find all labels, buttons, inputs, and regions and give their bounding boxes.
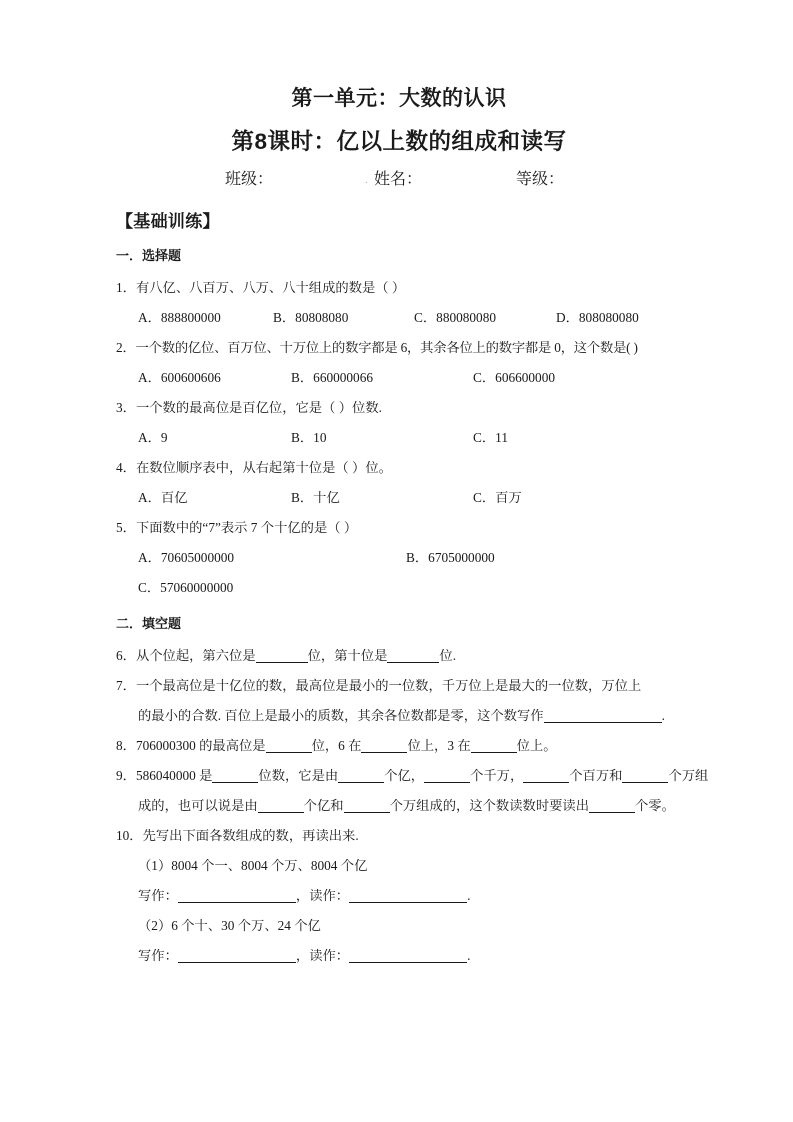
q10-comma-1: ， xyxy=(295,888,310,903)
question-options-2 xyxy=(116,363,682,393)
question-stem-5: 5．下面数中的“7”表示 7 个十亿的是（ ） xyxy=(116,520,358,535)
option-1-c[interactable]: C．880080080 xyxy=(414,310,497,325)
q9-text-9: 个万组成的，这个数读数时要读出 xyxy=(389,798,590,813)
question-options-5-row1 xyxy=(116,543,682,573)
question-options-1 xyxy=(116,303,682,333)
q6-text-1: 6．从个位起，第六位是 xyxy=(116,648,256,663)
q8-text-3: 位上，3 在 xyxy=(407,738,471,753)
option-3-b[interactable]: B．10 xyxy=(291,430,327,445)
option-1-b[interactable]: B．80808080 xyxy=(273,310,349,325)
question-options-5-row2 xyxy=(116,573,682,603)
option-1-a[interactable]: A．888800000 xyxy=(138,310,221,325)
q9-text-8: 个亿和 xyxy=(303,798,344,813)
q8-blank-2[interactable] xyxy=(361,739,407,753)
q10-read-blank-2[interactable] xyxy=(349,949,467,963)
option-5-c[interactable]: C．57060000000 xyxy=(138,580,234,595)
q10-write-blank-1[interactable] xyxy=(178,889,296,903)
q10-read-label-1: 读作： xyxy=(309,888,350,903)
q10-period-1: . xyxy=(467,888,471,903)
option-5-a[interactable]: A．70605000000 xyxy=(138,550,235,565)
student-info-line xyxy=(116,165,682,195)
option-2-a[interactable]: A．600600606 xyxy=(138,370,221,385)
q9-blank-1[interactable] xyxy=(212,769,258,783)
question-stem-4: 4．在数位顺序表中，从右起第十位是（ ）位。 xyxy=(116,460,392,475)
page-title-lesson: 第8课时：亿以上数的组成和读写 xyxy=(231,129,567,154)
question-stem-1: 1．有八亿、八百万、八万、八十组成的数是（ ） xyxy=(116,280,406,295)
question-stem-9-line1 xyxy=(116,761,709,791)
q10-read-blank-1[interactable] xyxy=(349,889,467,903)
q10-read-label-2: 读作： xyxy=(309,948,350,963)
stray-dot-mark: . xyxy=(365,174,368,186)
q10-period-2: . xyxy=(467,948,471,963)
q9-blank-3[interactable] xyxy=(424,769,470,783)
option-1-d[interactable]: D．808080080 xyxy=(556,310,639,325)
q10-comma-2: ， xyxy=(295,948,310,963)
question-10-answer-row-1 xyxy=(116,881,682,911)
q6-blank-1[interactable] xyxy=(256,649,308,663)
question-stem-9-line2 xyxy=(116,791,682,821)
q10-write-label-1: 写作： xyxy=(138,888,178,903)
q9-text-1: 9．586040000 是 xyxy=(116,768,213,783)
q9-blank-6[interactable] xyxy=(258,799,304,813)
q9-text-5: 个百万和 xyxy=(569,768,623,783)
name-field-label: 姓名： xyxy=(374,171,423,188)
q9-blank-7[interactable] xyxy=(344,799,390,813)
option-5-b[interactable]: B．6705000000 xyxy=(406,550,495,565)
question-stem-10: 10．先写出下面各数组成的数，再读出来. xyxy=(116,828,359,843)
page-content xyxy=(116,84,709,971)
q8-text-2: 位，6 在 xyxy=(311,738,362,753)
question-options-4 xyxy=(116,483,682,513)
section-heading-basic-training: 【基础训练】 xyxy=(116,212,220,231)
q6-text-3: 位. xyxy=(439,648,457,663)
question-10-sub-1: （1）8004 个一、8004 个万、8004 个亿 xyxy=(138,858,368,873)
question-stem-7-line1: 7．一个最高位是十亿位的数，最高位是最小的一位数，千万位上是最大的一位数，万位上 xyxy=(116,678,642,693)
q9-blank-2[interactable] xyxy=(338,769,384,783)
q7-text-1: 的最小的合数. 百位上是最小的质数，其余各位数都是零，这个数写作 xyxy=(138,708,544,723)
option-4-b[interactable]: B．十亿 xyxy=(291,490,340,505)
option-2-b[interactable]: B．660000066 xyxy=(291,370,374,385)
q9-blank-5[interactable] xyxy=(622,769,668,783)
q8-blank-1[interactable] xyxy=(266,739,312,753)
q9-blank-4[interactable] xyxy=(523,769,569,783)
subsection-heading-multiple-choice: 一．选择题 xyxy=(116,248,182,263)
page-title-unit: 第一单元：大数的认识 xyxy=(291,87,507,110)
question-10-answer-row-2 xyxy=(116,941,682,971)
q9-text-4: 个千万， xyxy=(470,768,524,783)
question-options-3 xyxy=(116,423,682,453)
q6-blank-2[interactable] xyxy=(387,649,439,663)
option-4-a[interactable]: A．百亿 xyxy=(138,490,188,505)
q7-blank-1[interactable] xyxy=(544,709,662,723)
question-stem-2: 2．一个数的亿位、百万位、十万位上的数字都是 6，其余各位上的数字都是 0，这个数是( ) xyxy=(116,340,638,355)
q9-text-10: 个零。 xyxy=(635,798,675,813)
option-3-a[interactable]: A．9 xyxy=(138,430,168,445)
class-field-label: 班级： xyxy=(225,171,274,188)
grade-field-label: 等级： xyxy=(516,171,565,188)
option-4-c[interactable]: C．百万 xyxy=(473,490,522,505)
q10-write-label-2: 写作： xyxy=(138,948,178,963)
q7-text-2: . xyxy=(661,708,665,723)
question-stem-6 xyxy=(116,641,682,671)
q6-text-2: 位，第十位是 xyxy=(307,648,388,663)
q8-text-1: 8．706000300 的最高位是 xyxy=(116,738,266,753)
question-stem-3: 3．一个数的最高位是百亿位，它是（ ）位数. xyxy=(116,400,382,415)
q9-text-7: 成的，也可以说是由 xyxy=(138,798,258,813)
q10-write-blank-2[interactable] xyxy=(178,949,296,963)
q9-text-3: 个亿， xyxy=(384,768,425,783)
q9-blank-8[interactable] xyxy=(589,799,635,813)
question-stem-8 xyxy=(116,731,682,761)
q9-text-2: 位数，它是由 xyxy=(258,768,339,783)
option-2-c[interactable]: C．606600000 xyxy=(473,370,556,385)
option-3-c[interactable]: C．11 xyxy=(473,430,508,445)
q8-blank-3[interactable] xyxy=(471,739,517,753)
question-stem-7-line2 xyxy=(116,701,682,731)
question-10-sub-2: （2）6 个十、30 个万、24 个亿 xyxy=(138,918,321,933)
q9-text-6: 个万组 xyxy=(668,768,709,783)
q8-text-4: 位上。 xyxy=(516,738,557,753)
subsection-heading-fill-blank: 二．填空题 xyxy=(116,616,182,631)
